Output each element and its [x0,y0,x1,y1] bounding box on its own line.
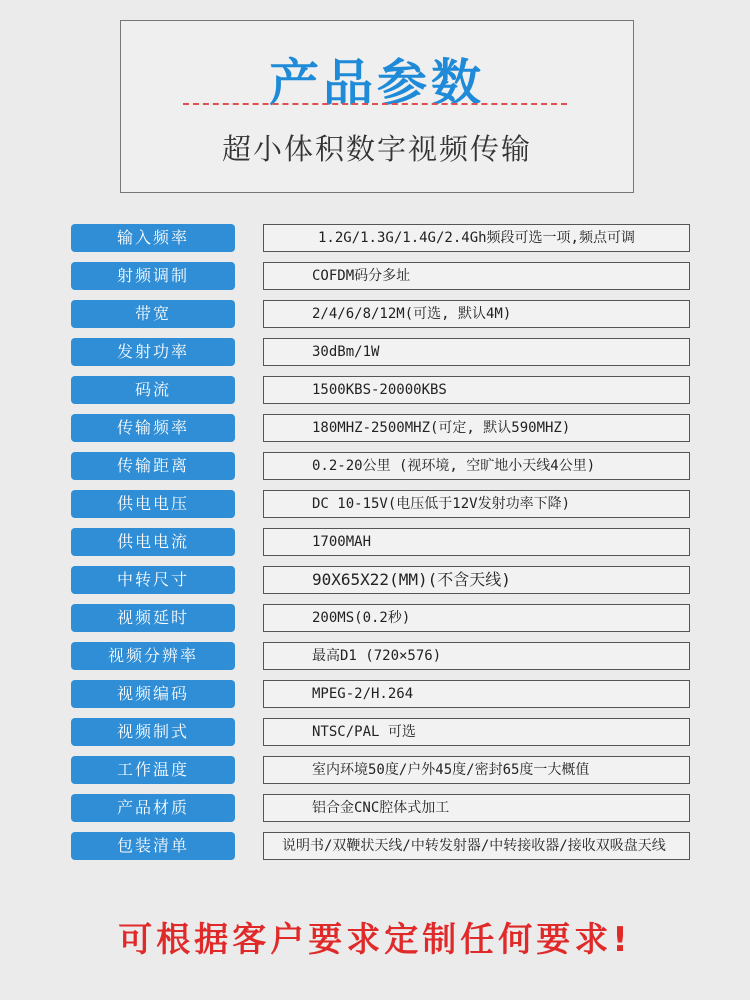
spec-row [71,642,691,670]
spec-label: 带宽 [71,300,235,328]
spec-value: 30dBm/1W [263,338,690,366]
spec-label: 视频延时 [71,604,235,632]
spec-row [71,338,691,366]
spec-label: 射频调制 [71,262,235,290]
spec-label: 视频分辨率 [71,642,235,670]
header-box [120,20,634,193]
spec-value: 室内环境50度/户外45度/密封65度一大概值 [263,756,690,784]
spec-value: NTSC/PAL 可选 [263,718,690,746]
spec-label: 传输频率 [71,414,235,442]
page-subtitle: 超小体积数字视频传输 [221,132,532,166]
spec-value: 1.2G/1.3G/1.4G/2.4Gh频段可选一项,频点可调 [263,224,690,252]
spec-label: 工作温度 [71,756,235,784]
spec-value: MPEG-2/H.264 [263,680,690,708]
spec-row [71,300,691,328]
spec-label: 发射功率 [71,338,235,366]
spec-label: 输入频率 [71,224,235,252]
spec-row [71,718,691,746]
spec-value: 铝合金CNC腔体式加工 [263,794,690,822]
footer-note: 可根据客户要求定制任何要求! [118,920,632,960]
page-title: 产品参数 [269,54,485,112]
spec-label: 供电电压 [71,490,235,518]
spec-label: 视频编码 [71,680,235,708]
spec-label: 码流 [71,376,235,404]
spec-row [71,490,691,518]
spec-value: COFDM码分多址 [263,262,690,290]
spec-value: 200MS(0.2秒) [263,604,690,632]
spec-value: 2/4/6/8/12M(可选, 默认4M) [263,300,690,328]
spec-value: 90X65X22(MM)(不含天线) [263,566,690,594]
spec-row [71,376,691,404]
spec-label: 视频制式 [71,718,235,746]
spec-row [71,528,691,556]
spec-value: DC 10-15V(电压低于12V发射功率下降) [263,490,690,518]
spec-value: 1500KBS-20000KBS [263,376,690,404]
spec-row [71,452,691,480]
spec-value: 180MHZ-2500MHZ(可定, 默认590MHZ) [263,414,690,442]
spec-row [71,794,691,822]
spec-value: 0.2-20公里 (视环境, 空旷地小天线4公里) [263,452,690,480]
spec-label: 产品材质 [71,794,235,822]
spec-row [71,224,691,252]
spec-value: 最高D1 (720×576) [263,642,690,670]
spec-row [71,566,691,594]
spec-row [71,414,691,442]
spec-label: 中转尺寸 [71,566,235,594]
spec-row [71,680,691,708]
spec-label: 包装清单 [71,832,235,860]
spec-row [71,262,691,290]
spec-value: 说明书/双鞭状天线/中转发射器/中转接收器/接收双吸盘天线 [263,832,690,860]
title-divider [183,103,567,105]
spec-row [71,756,691,784]
spec-value: 1700MAH [263,528,690,556]
spec-row [71,604,691,632]
spec-label: 传输距离 [71,452,235,480]
spec-row [71,832,691,860]
spec-label: 供电电流 [71,528,235,556]
